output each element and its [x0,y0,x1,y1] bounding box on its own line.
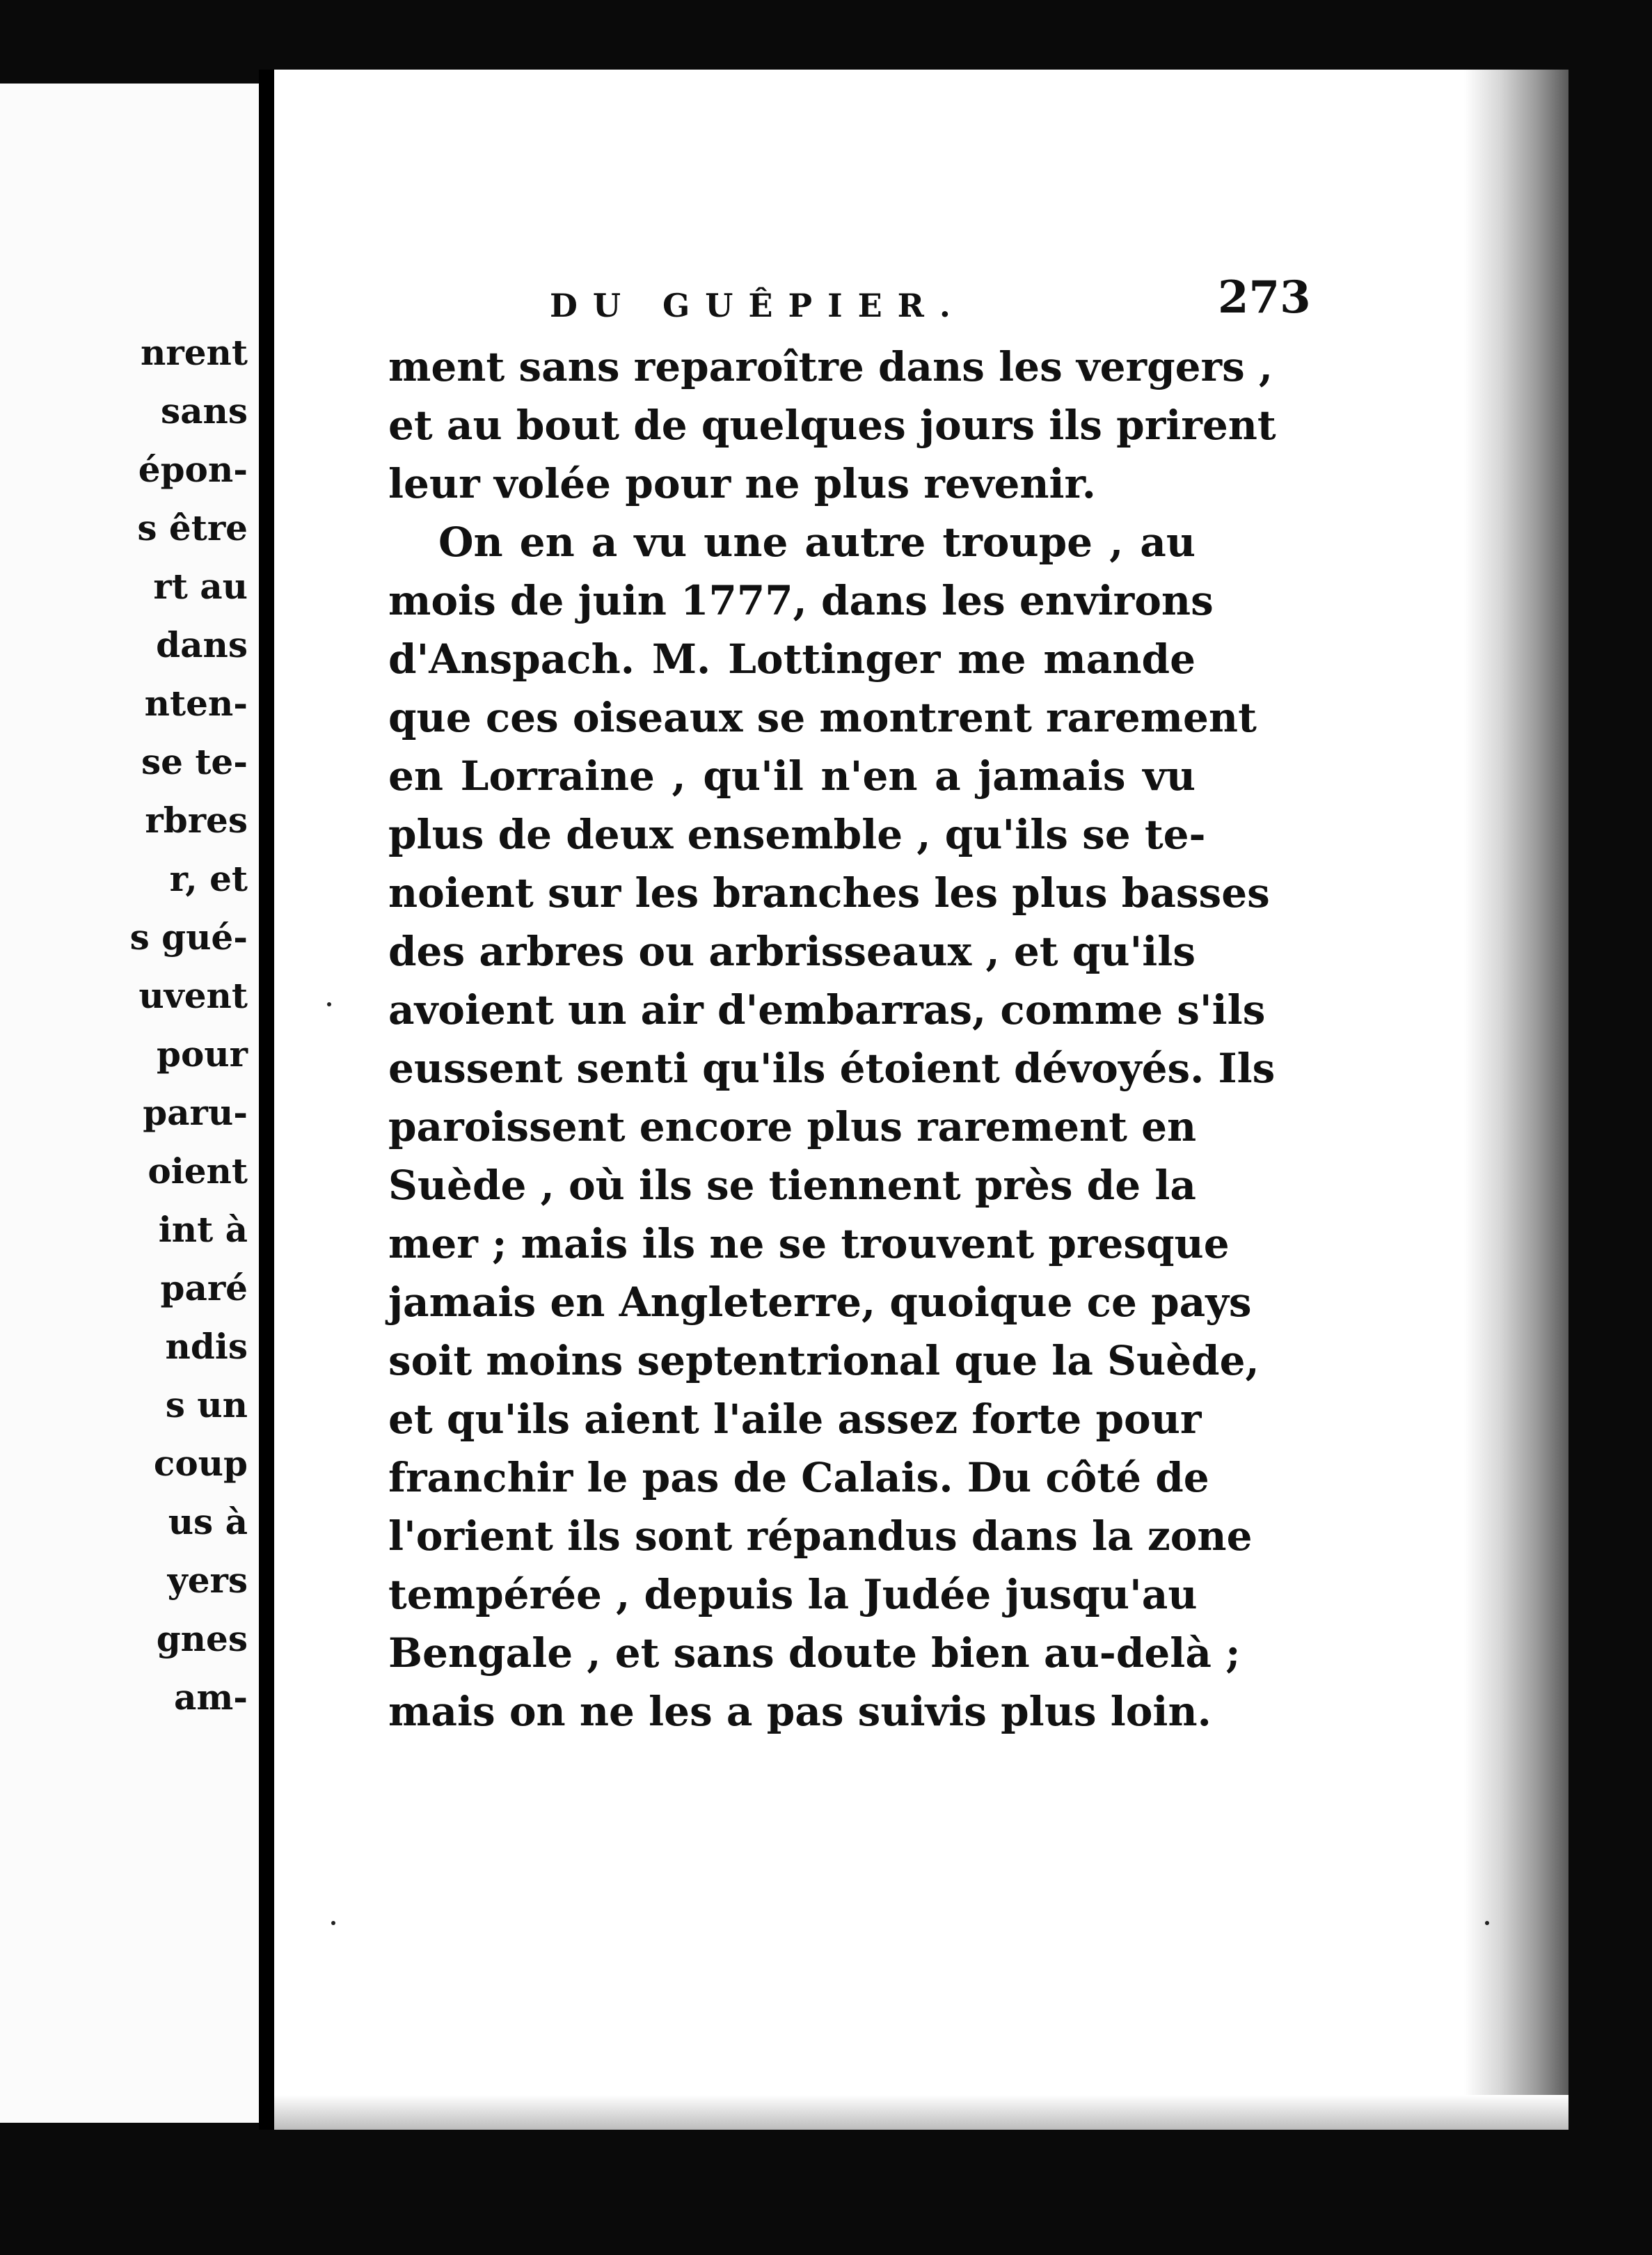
text-line: ment sans reparoître dans les vergers , [388,343,1273,390]
previous-page-line: dans [156,624,248,665]
text-line: mois de juin 1777, dans les environs [388,577,1214,624]
page-bottom-edge [274,2095,1568,2130]
previous-page-line: rt au [153,566,248,607]
text-line: l'orient ils sont répandus dans la zone [388,1512,1253,1560]
text-line: Suède , où ils se tiennent près de la [388,1162,1196,1209]
text-line: plus de deux ensemble , qu'ils se te- [388,811,1206,858]
text-line: et au bout de quelques jours ils prirent [388,402,1276,449]
previous-page-line: nten- [144,683,248,724]
previous-page-line: gnes [156,1618,248,1659]
previous-page-line: s gué- [129,917,248,958]
book-gutter [259,70,274,2130]
paragraph-last-line: mais on ne les a pas suivis plus loin. [388,1688,1212,1735]
print-speck [1485,1921,1489,1925]
previous-page-line: s être [137,507,248,548]
text-line: avoient un air d'embarras, comme s'ils [388,986,1266,1034]
previous-page-line: rbres [145,800,248,841]
text-line: en Lorraine , qu'il n'en a jamais vu [388,752,1196,800]
text-line: franchir le pas de Calais. Du côté de [388,1454,1209,1501]
previous-page-fragment [0,84,259,2123]
text-line: eussent senti qu'ils étoient dévoyés. Ils [388,1045,1276,1092]
previous-page-line: paru- [143,1092,248,1133]
previous-page-line: épon- [138,449,248,490]
text-line: mer ; mais ils ne se trouvent presque [388,1220,1230,1267]
previous-page-line: pour [156,1034,248,1075]
previous-page-line: paré [160,1267,248,1308]
print-speck [327,1002,331,1006]
text-line: tempérée , depuis la Judée jusqu'au [388,1571,1198,1618]
text-line: des arbres ou arbrisseaux , et qu'ils [388,928,1196,975]
page-273 [274,70,1568,2130]
previous-page-line: se te- [141,741,248,782]
running-head: DU GUÊPIER. [550,287,966,324]
previous-page-line: sans [160,390,248,432]
previous-page-text [0,324,248,1727]
text-line: leur volée pour ne plus revenir. [388,460,1096,507]
previous-page-line: us à [168,1501,248,1542]
page-edge-shadow [1464,70,1568,2130]
previous-page-line: ndis [165,1326,248,1367]
page-header [550,271,1454,341]
print-speck [331,1921,335,1925]
text-line: que ces oiseaux se montrent rarement [388,694,1257,741]
text-line: paroissent encore plus rarement en [388,1103,1197,1150]
previous-page-line: nrent [141,332,248,373]
previous-page-line: am- [173,1677,248,1718]
previous-page-line: r, et [169,858,248,899]
previous-page-line: coup [153,1443,248,1484]
previous-page-line: uvent [138,975,248,1016]
text-line: d'Anspach. M. Lottinger me mande [388,635,1196,683]
previous-page-line: s un [165,1384,248,1425]
text-line: noient sur les branches les plus basses [388,869,1270,917]
body-text [388,338,1276,1741]
page-number: 273 [1218,271,1311,324]
previous-page-line: yers [167,1560,248,1601]
text-line: soit moins septentrional que la Suède, [388,1337,1260,1384]
text-line: jamais en Angleterre, quoique ce pays [388,1279,1252,1326]
text-line: et qu'ils aient l'aile assez forte pour [388,1395,1202,1443]
previous-page-line: int à [158,1209,248,1250]
paragraph-first-line: On en a vu une autre troupe , au [438,519,1196,566]
previous-page-line: oient [148,1150,248,1192]
text-line: Bengale , et sans doute bien au-delà ; [388,1629,1241,1677]
